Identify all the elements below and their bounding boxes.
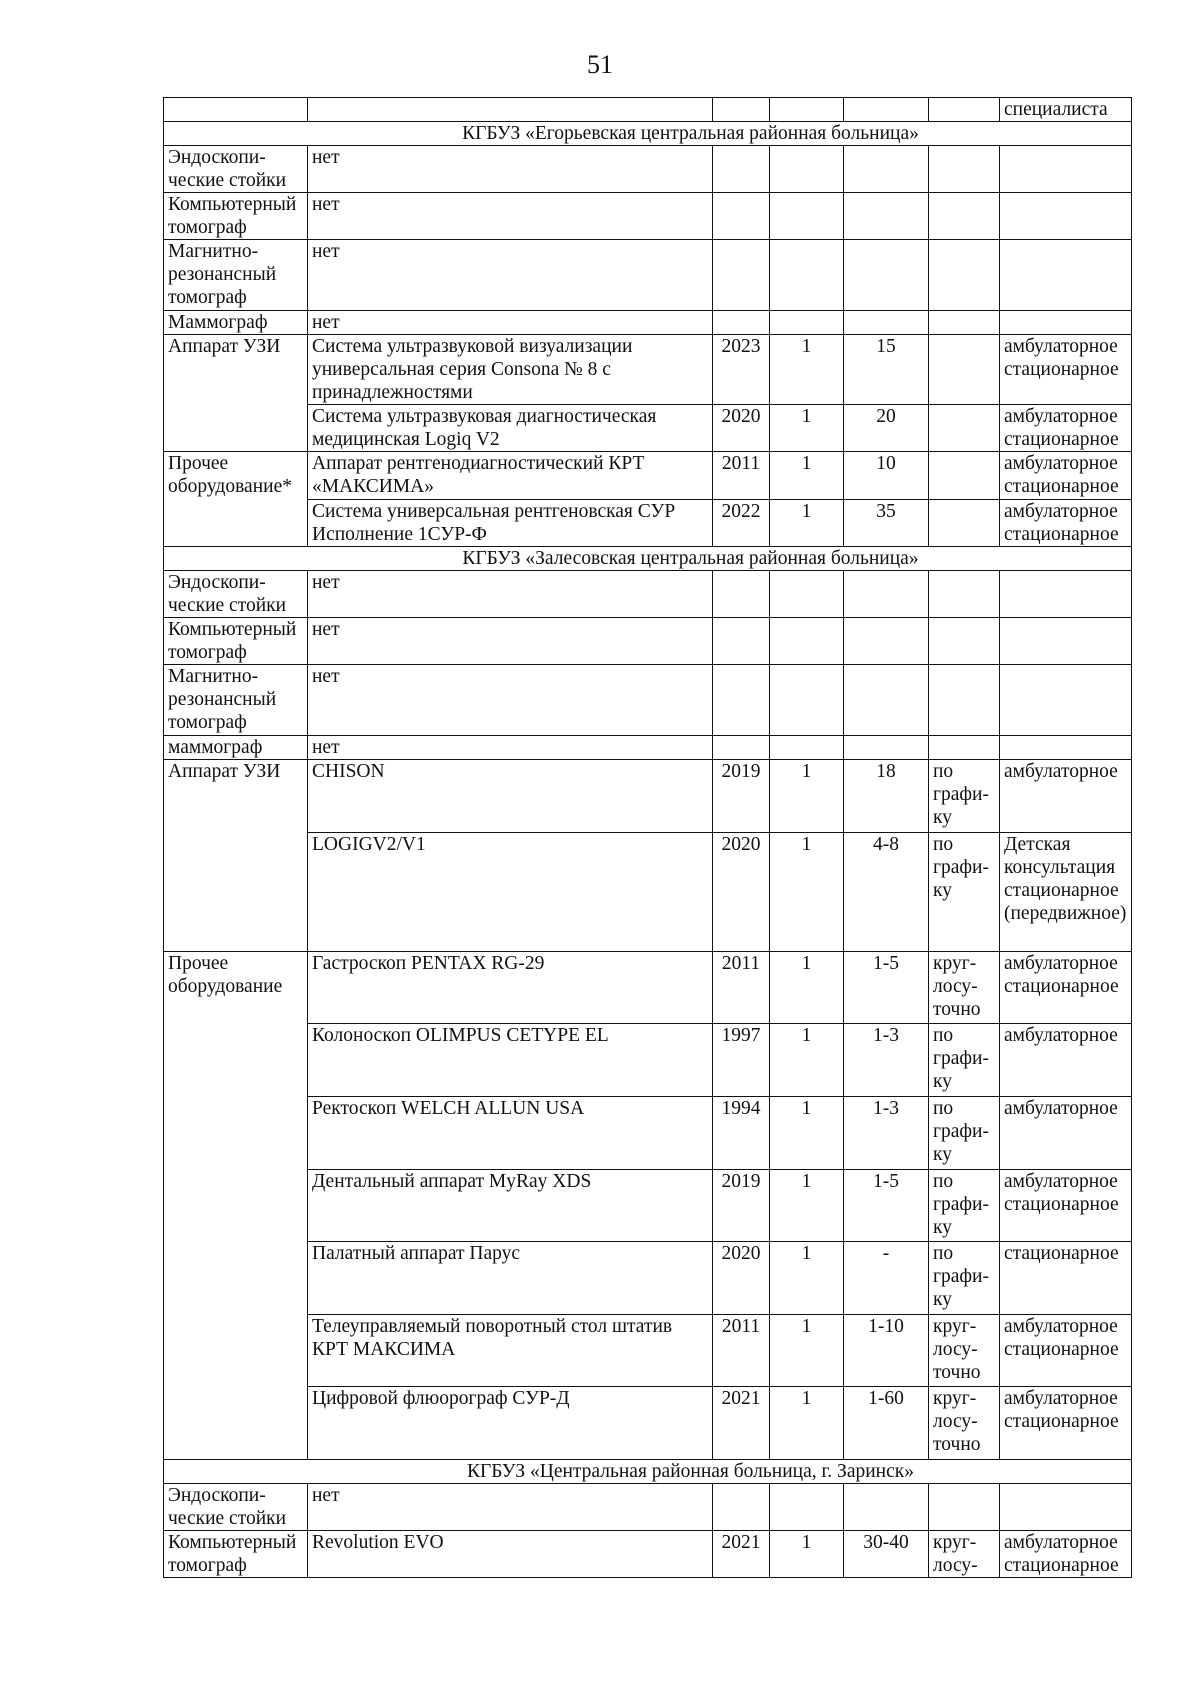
equipment-category: Магнитно-резонансный томограф (164, 665, 308, 736)
load-cell (844, 1484, 929, 1531)
organization-header-row (164, 547, 1132, 571)
table-row (164, 405, 1132, 452)
year-cell: 2011 (713, 1315, 770, 1387)
quantity-cell: 1 (770, 1315, 844, 1387)
load-cell (844, 618, 929, 665)
table-row (164, 193, 1132, 240)
type-cell (1000, 618, 1132, 665)
table-row (164, 1242, 1132, 1315)
type-cell: амбулаторное (1000, 1024, 1132, 1097)
mode-cell (929, 571, 1000, 618)
quantity-cell (770, 311, 844, 335)
load-cell: 4-8 (844, 833, 929, 952)
table-row (164, 1097, 1132, 1170)
equipment-name: нет (308, 1484, 713, 1531)
equipment-name: Система универсальная рентгеновская СУР Исполнение 1СУР-Ф (308, 500, 713, 547)
year-cell: 2022 (713, 500, 770, 547)
mode-cell (929, 618, 1000, 665)
quantity-cell: 1 (770, 405, 844, 452)
year-cell (713, 571, 770, 618)
mode-cell (929, 405, 1000, 452)
equipment-name: нет (308, 146, 713, 193)
year-cell: 2020 (713, 1242, 770, 1315)
equipment-category: Магнитно-резонансный томограф (164, 240, 308, 311)
equipment-name: Система ультразвуковая диагностическая медицинская Logiq V2 (308, 405, 713, 452)
type-cell: амбулаторное стационарное (1000, 405, 1132, 452)
quantity-cell: 1 (770, 1097, 844, 1170)
load-cell: 1-60 (844, 1387, 929, 1460)
year-cell: 2019 (713, 1170, 770, 1242)
quantity-cell: 1 (770, 1387, 844, 1460)
type-cell: амбулаторное (1000, 1097, 1132, 1170)
load-cell (844, 146, 929, 193)
type-cell: амбулаторное стационарное (1000, 1170, 1132, 1242)
type-cell (1000, 146, 1132, 193)
load-cell: 35 (844, 500, 929, 547)
equipment-name: Колоноскоп OLIMPUS CETYPE EL (308, 1024, 713, 1097)
organization-name: КГБУЗ «Центральная районная больница, г. Заринск» (164, 1460, 1132, 1484)
quantity-cell: 1 (770, 452, 844, 500)
load-cell (844, 311, 929, 335)
table-row (164, 1484, 1132, 1531)
type-cell (1000, 571, 1132, 618)
load-cell: 18 (844, 760, 929, 833)
equipment-name: LOGIGV2/V1 (308, 833, 713, 952)
year-cell (713, 618, 770, 665)
equipment-category: Эндоскопи-ческие стойки (164, 1484, 308, 1531)
quantity-cell (770, 1484, 844, 1531)
load-cell (844, 665, 929, 736)
year-cell: 2019 (713, 760, 770, 833)
table-row (164, 452, 1132, 500)
quantity-cell: 1 (770, 1242, 844, 1315)
equipment-category: Эндоскопи-ческие стойки (164, 146, 308, 193)
type-cell (1000, 193, 1132, 240)
equipment-name: Цифровой флюорограф СУР-Д (308, 1387, 713, 1460)
equipment-category: маммограф (164, 736, 308, 760)
quantity-cell: 1 (770, 760, 844, 833)
equipment-category: Прочее оборудование* (164, 452, 308, 547)
year-cell (713, 311, 770, 335)
table-row (164, 833, 1132, 952)
organization-header-row (164, 122, 1132, 146)
table-row (164, 571, 1132, 618)
quantity-cell: 1 (770, 335, 844, 405)
table-row (164, 1024, 1132, 1097)
year-cell: 1994 (713, 1097, 770, 1170)
load-cell: - (844, 1242, 929, 1315)
mode-cell: по графи-ку (929, 1242, 1000, 1315)
type-cell: стационарное (1000, 1242, 1132, 1315)
year-cell: 2020 (713, 833, 770, 952)
year-cell: 2011 (713, 452, 770, 500)
type-cell: амбулаторное стационарное (1000, 500, 1132, 547)
mode-cell (929, 1484, 1000, 1531)
type-cell: амбулаторное стационарное (1000, 952, 1132, 1024)
load-cell (844, 571, 929, 618)
mode-cell: по графи-ку (929, 1024, 1000, 1097)
year-cell (713, 146, 770, 193)
equipment-name: Аппарат рентгенодиагностический КРТ «МАКСИМА» (308, 452, 713, 500)
quantity-cell: 1 (770, 952, 844, 1024)
table-row (164, 760, 1132, 833)
equipment-category: Прочее оборудование (164, 952, 308, 1460)
mode-cell: по графи-ку (929, 760, 1000, 833)
equipment-table (163, 97, 1132, 1578)
year-cell: 2020 (713, 405, 770, 452)
equipment-name: нет (308, 618, 713, 665)
equipment-name: Revolution EVO (308, 1531, 713, 1578)
page-number: 51 (587, 50, 613, 79)
mode-cell (929, 500, 1000, 547)
mode-cell: круг-лосу-точно (929, 1387, 1000, 1460)
mode-cell (929, 240, 1000, 311)
load-cell (844, 240, 929, 311)
equipment-name: Телеуправляемый поворотный стол штатив КРТ МАКСИМА (308, 1315, 713, 1387)
quantity-cell: 1 (770, 1024, 844, 1097)
type-cell: Детская консультация стационарное (передвижное) (1000, 833, 1132, 952)
year-cell (713, 736, 770, 760)
continuation-header-row (164, 98, 1132, 122)
quantity-cell (770, 665, 844, 736)
table-row (164, 335, 1132, 405)
equipment-name: нет (308, 311, 713, 335)
quantity-cell: 1 (770, 833, 844, 952)
year-cell: 2021 (713, 1387, 770, 1460)
equipment-category: Аппарат УЗИ (164, 760, 308, 952)
mode-cell (929, 311, 1000, 335)
mode-cell: по графи-ку (929, 1170, 1000, 1242)
equipment-name: нет (308, 193, 713, 240)
mode-cell: круг-лосу-точно (929, 952, 1000, 1024)
equipment-category: Эндоскопи-ческие стойки (164, 571, 308, 618)
mode-cell: по графи-ку (929, 1097, 1000, 1170)
year-cell (713, 193, 770, 240)
type-cell: амбулаторное стационарное (1000, 1315, 1132, 1387)
year-cell: 2023 (713, 335, 770, 405)
quantity-cell (770, 193, 844, 240)
mode-cell (929, 665, 1000, 736)
year-cell (713, 665, 770, 736)
table-row (164, 1170, 1132, 1242)
type-cell (1000, 240, 1132, 311)
organization-name: КГБУЗ «Залесовская центральная районная больница» (164, 547, 1132, 571)
equipment-name: Палатный аппарат Парус (308, 1242, 713, 1315)
type-cell: амбулаторное стационарное (1000, 1531, 1132, 1578)
type-cell: амбулаторное стационарное (1000, 1387, 1132, 1460)
table-row (164, 618, 1132, 665)
equipment-name: Дентальный аппарат MyRay XDS (308, 1170, 713, 1242)
quantity-cell (770, 146, 844, 193)
equipment-name: Система ультразвуковой визуализации универсальная серия Consona № 8 с принадлежностями (308, 335, 713, 405)
equipment-name: CHISON (308, 760, 713, 833)
equipment-name: Ректоскоп WELCH ALLUN USA (308, 1097, 713, 1170)
year-cell: 1997 (713, 1024, 770, 1097)
type-cell (1000, 311, 1132, 335)
type-cell: амбулаторное стационарное (1000, 335, 1132, 405)
equipment-category: Компьютерный томограф (164, 618, 308, 665)
load-cell: 10 (844, 452, 929, 500)
quantity-cell (770, 571, 844, 618)
type-cell (1000, 736, 1132, 760)
equipment-category: Аппарат УЗИ (164, 335, 308, 452)
load-cell (844, 193, 929, 240)
equipment-category: Компьютерный томограф (164, 1531, 308, 1578)
table-row (164, 240, 1132, 311)
quantity-cell (770, 618, 844, 665)
year-cell (713, 240, 770, 311)
year-cell: 2021 (713, 1531, 770, 1578)
equipment-name: нет (308, 665, 713, 736)
mode-cell: круг-лосу- (929, 1531, 1000, 1578)
quantity-cell (770, 240, 844, 311)
header-cell-specialist: специалиста (1000, 98, 1132, 122)
equipment-category: Компьютерный томограф (164, 193, 308, 240)
organization-header-row (164, 1460, 1132, 1484)
table-row (164, 311, 1132, 335)
equipment-name: Гастроскоп PENTAX RG-29 (308, 952, 713, 1024)
table-row (164, 736, 1132, 760)
year-cell: 2011 (713, 952, 770, 1024)
year-cell (713, 1484, 770, 1531)
equipment-name: нет (308, 240, 713, 311)
load-cell: 1-3 (844, 1024, 929, 1097)
table-row (164, 1315, 1132, 1387)
type-cell: амбулаторное (1000, 760, 1132, 833)
quantity-cell (770, 736, 844, 760)
load-cell: 20 (844, 405, 929, 452)
mode-cell (929, 335, 1000, 405)
load-cell: 1-5 (844, 952, 929, 1024)
load-cell: 1-10 (844, 1315, 929, 1387)
type-cell (1000, 1484, 1132, 1531)
equipment-category: Маммограф (164, 311, 308, 335)
table-row (164, 1387, 1132, 1460)
quantity-cell: 1 (770, 1170, 844, 1242)
quantity-cell: 1 (770, 500, 844, 547)
equipment-name: нет (308, 736, 713, 760)
load-cell: 1-3 (844, 1097, 929, 1170)
load-cell: 1-5 (844, 1170, 929, 1242)
table-row (164, 1531, 1132, 1578)
table-row (164, 146, 1132, 193)
organization-name: КГБУЗ «Егорьевская центральная районная больница» (164, 122, 1132, 146)
type-cell: амбулаторное стационарное (1000, 452, 1132, 500)
type-cell (1000, 665, 1132, 736)
load-cell (844, 736, 929, 760)
mode-cell (929, 193, 1000, 240)
mode-cell: по графи-ку (929, 833, 1000, 952)
table-row (164, 500, 1132, 547)
equipment-name: нет (308, 571, 713, 618)
mode-cell (929, 452, 1000, 500)
load-cell: 15 (844, 335, 929, 405)
table-row (164, 665, 1132, 736)
load-cell: 30-40 (844, 1531, 929, 1578)
mode-cell (929, 736, 1000, 760)
table-row (164, 952, 1132, 1024)
mode-cell (929, 146, 1000, 193)
mode-cell: круг-лосу-точно (929, 1315, 1000, 1387)
quantity-cell: 1 (770, 1531, 844, 1578)
